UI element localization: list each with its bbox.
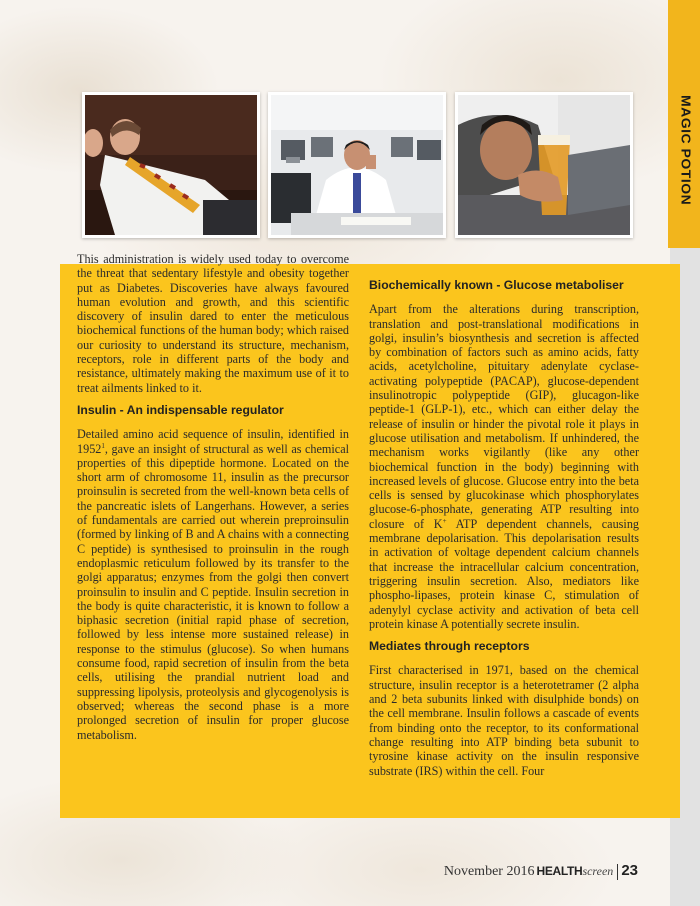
man-eating-at-office-desk-photo [268,92,446,238]
article-column-right [369,278,639,786]
issue-date: November 2016 [443,864,535,879]
metabolism-paragraph: Apart from the alterations during transcription, translation and post-translational modifications in golgi, insulin’s biosynthesis and secretion is affected by combination of factors such as amino acids, fatty acids, acetylcholine, pituitary adenylate cyclase-activating polypeptide (PACAP), glucose-dependent insulinotropic polypeptide (GIP), glucagon-like peptide-1 (GLP-1), etc., which can either delay the release of insulin or hinder the pivotal role it plays in glucose utilisation and metabolism. If unhindered, the mechanism works vigilantly (like any other biochemical function in the body) beginning with increased levels of glucose. Glucose entry into the beta cells is sensed by glucokinase which phosphorylates glucose-6-phosphate, generating ATP resulting into closure of K+ ATP dependent channels, causing membrane depolarisation. This depolarisation results in activation of voltage dependent calcium channels that increase the intracellular calcium concentration, triggering insulin secretion. Also, mediators like phospho-lipases, protein kinase C, stimulation of adenylyl cyclase activity and activation of beta cell protein kinase A potentially secrete insulin. [369,302,640,631]
section-heading-regulator: Insulin - An indispensable regulator [77,402,284,417]
article-column-left [77,252,349,750]
intro-paragraph: This administration is widely used today to overcome the threat that sedentary lifestyle and obesity together put as Diabetes. Discoveries have always favoured human evolution and growth, and this scientific discovery of insulin dared to enter the meticulous biochemical functions of the human body; which raised our curiosity to understand its structure, mechanism, receptors, role in different parts of the body and resistance, ultimately making the maximum use of it to treat ailments linked to it. [77,252,349,395]
section-heading-metaboliser: Biochemically known - Glucose metaboliser [369,278,624,292]
section-heading-receptors: Mediates through receptors [369,639,530,654]
footer-divider [617,864,618,880]
magazine-brand-bold: HEALTH [536,864,583,878]
structure-paragraph: Detailed amino acid sequence of insulin, identified in 1952$^1$, gave an insight of structural as well as chemical properties of this dipeptide hormone. Located on the short arm of chromosome 11, insulin as the precursor proinsulin is secreted from the well-known beta cells of the pancreatic islets of Langerhans. However, a series of fundamentals are carried out wherein preproinsulin (formed by linking of B and A chains with a connecting C peptide) is synthesised to proinsulin in the rough endoplasmic reticulum followed by its transfer to the golgi apparatus; enzymes from the golgi then convert proinsulin to insulin and C peptide. Insulin secretion in the body is quite characteristic, it is known to follow a biphasic secretion (initial rapid phase of secretion, followed by less intense more sustained release) in response to the stimulus (glucose). So when humans consume food, rapid secretion of insulin from the beta cells, utilising the prandial nutrient load and suppressing lipolysis, proteolysis and glycogenolysis is observed; whereas the second phase is a more prolonged secretion of insulin for proper glucose metabolism. [77,427,349,742]
man-sleeping-on-sofa-photo [82,92,260,238]
man-holding-beer-glass-photo [455,92,633,238]
section-label: MAGIC POTION [678,95,694,206]
section-tab [668,0,700,248]
page-number: 23 [621,862,638,879]
magazine-brand-italic: screen [582,864,614,878]
reference-superscript: 1 [101,441,105,450]
page-footer [444,862,638,882]
receptor-paragraph: First characterised in 1971, based on the chemical structure, insulin receptor is a heterotetramer (2 alpha and 2 beta subunits linked with disulphide bonds) on the cell membrane. Insulin follows a cascade of events from binding onto the receptor, to its conformational change resulting into ATP binding beta subunit to tyrosine kinase activity on the insulin responsive substrate (IRS) within the cell. Four [369,663,639,778]
potassium-superscript: + [442,516,447,525]
